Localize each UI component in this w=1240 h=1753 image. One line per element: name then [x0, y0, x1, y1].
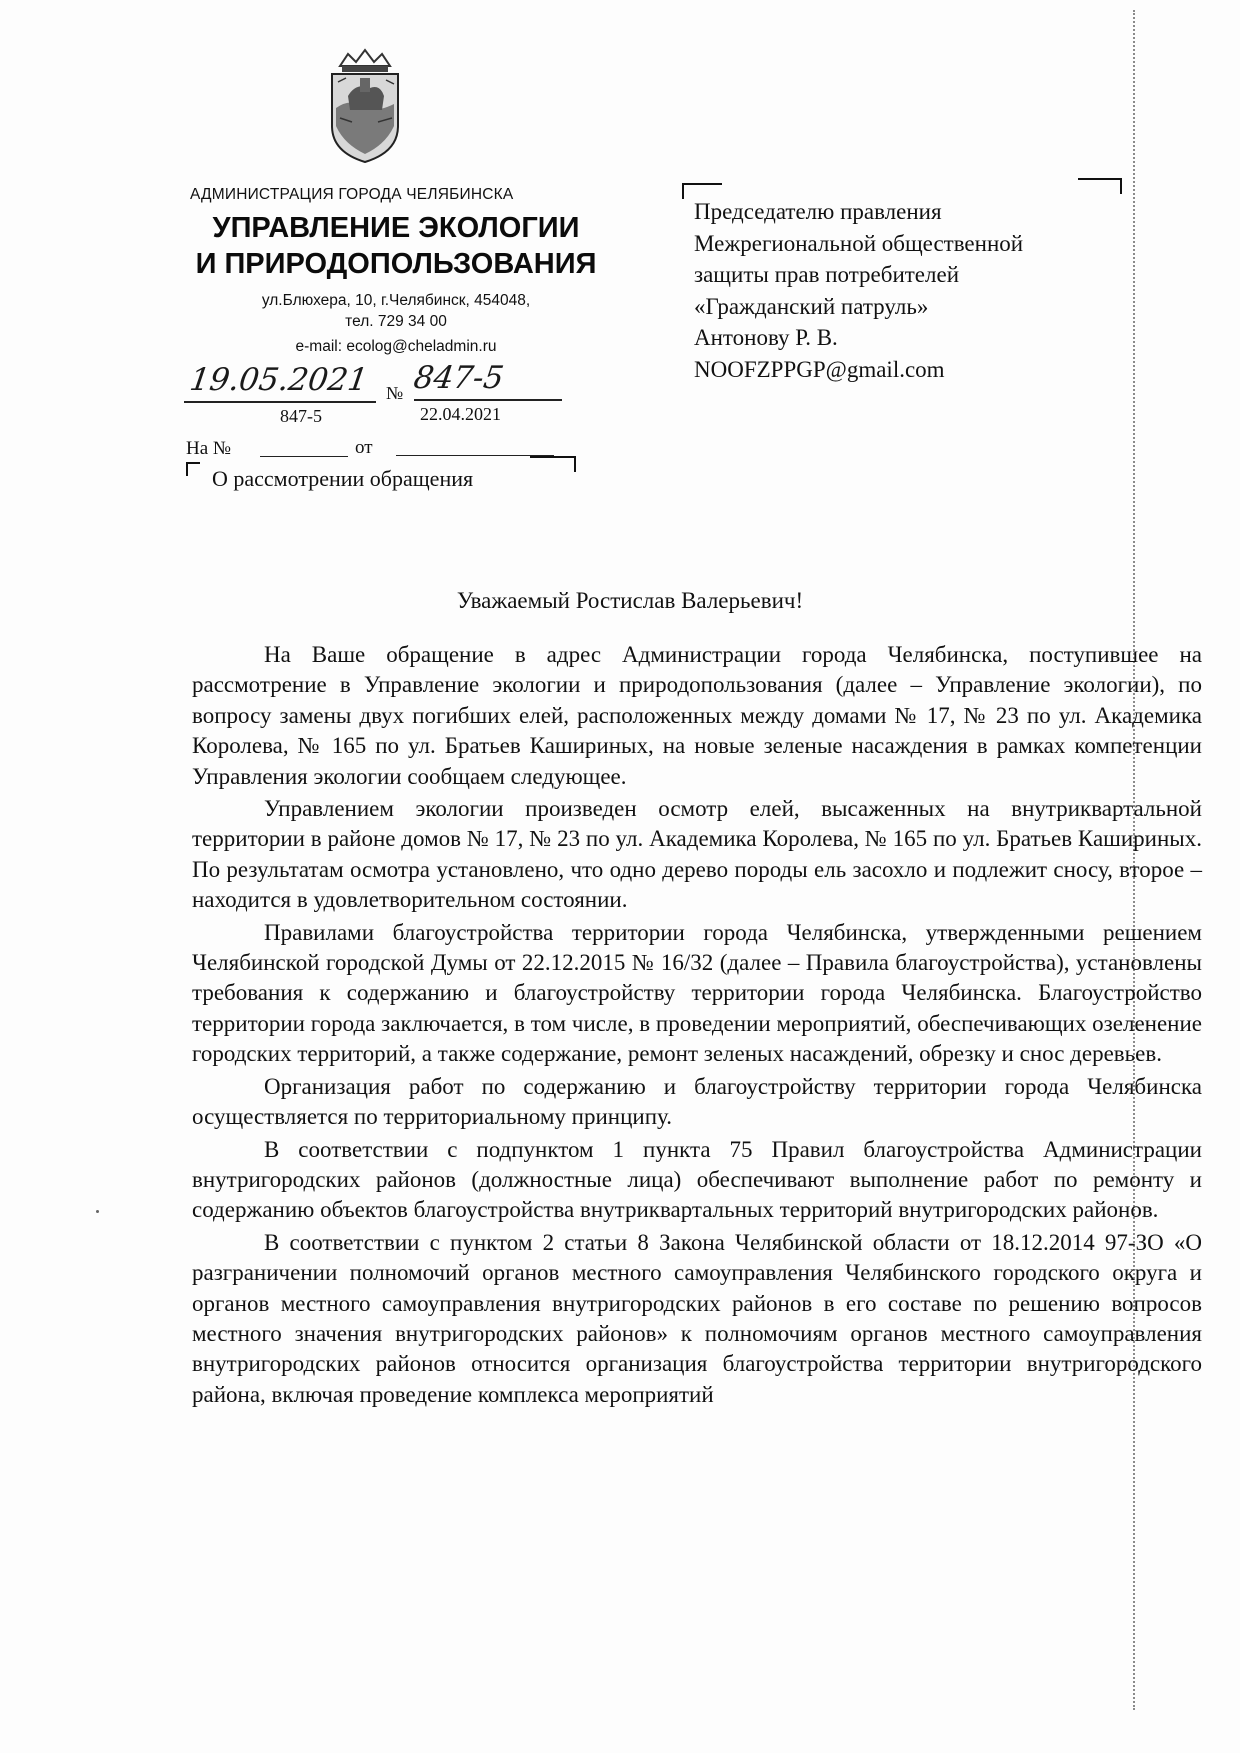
from-label: от [355, 437, 373, 458]
recipient-line: «Гражданский патруль» [694, 293, 929, 319]
salutation: Уважаемый Ростислав Валерьевич! [456, 588, 804, 613]
recipient-line: Межрегиональной общественной [694, 230, 1024, 256]
typed-date: 22.04.2021 [420, 404, 501, 424]
scan-speck [96, 1210, 99, 1213]
department-name [186, 210, 606, 282]
recipient-block [694, 196, 1114, 385]
date-underline [184, 401, 376, 403]
chelyabinsk-coat-of-arms-icon [326, 48, 404, 166]
department-email: e-mail: ecolog@cheladmin.ru [295, 338, 497, 355]
department-name-line-2: И ПРИРОДОПОЛЬЗОВАНИЯ [195, 248, 597, 280]
handwritten-date: 19.05.2021 [187, 362, 371, 398]
body-paragraph: В соответствии с пунктом 2 статьи 8 Закона Челябинской области от 18.12.2014 97-ЗО «О разграничении полномочий органов местного самоуправления Челябинского городского округа и органов местного самоуправления внутригородских районов в его составе по решению вопросов местного значения внутригородских районов» к полномочиям органов местного самоуправления внутригородских районов относится организация благоустройства территории внутригородского района, включая проведение комплекса мероприятий [192, 1229, 1202, 1407]
department-name-line-1: УПРАВЛЕНИЕ ЭКОЛОГИИ [212, 212, 580, 244]
administration-name: АДМИНИСТРАЦИЯ ГОРОДА ЧЕЛЯБИНСКА [190, 186, 514, 203]
body-paragraph: На Ваше обращение в адрес Администрации города Челябинска, поступившее на рассмотрение в Управление экологии и природопользования (далее – Управление экологии), по вопросу замены двух погибших елей, расположенных между домами № 17, № 23 по ул. Академика Королева, № 165 по ул. Братьев Кашириных, на новые зеленые насаждения в рамках компетенции Управления экологии сообщаем следующее. [192, 642, 1202, 789]
number-sign: № [386, 383, 404, 403]
letter-body [192, 640, 1202, 1412]
reply-to-number-line [260, 456, 348, 457]
recipient-line: защиты прав потребителей [694, 262, 960, 287]
letter-subject: О рассмотрении обращения [212, 466, 474, 491]
recipient-line: Антонову Р. В. [694, 325, 838, 350]
typed-number: 847-5 [280, 406, 322, 426]
address-line: ул.Блюхера, 10, г.Челябинск, 454048, [261, 292, 531, 309]
body-paragraph: Организация работ по содержанию и благоустройству территории города Челябинска осуществляется по территориальному принципу. [192, 1073, 1202, 1130]
body-paragraph: В соответствии с подпунктом 1 пункта 75 Правил благоустройства Администрации внутригородских районов (должностные лица) обеспечивают выполнение работ по ремонту и содержанию объектов благоустройства внутриквартальных территорий внутригородских районов. [192, 1136, 1202, 1223]
phone-line: тел. 729 34 00 [345, 313, 447, 330]
recipient-email: NOOFZPPGP@gmail.com [694, 356, 945, 382]
reply-to-label: На № [186, 438, 232, 459]
body-paragraph: Управлением экологии произведен осмотр елей, высаженных на внутриквартальной территории в районе домов № 17, № 23 по ул. Академика Королева, № 165 по ул. Братьев Кашириных. По результатам осмотра установлено, что одно дерево породы ель засохло и подлежит сносу, второе – находится в удовлетворительном состоянии. [192, 796, 1202, 913]
body-paragraph: Правилами благоустройства территории города Челябинска, утвержденными решением Челябинской городской Думы от 22.12.2015 № 16/32 (далее – Правила благоустройства), установлены требования к содержанию и благоустройству территории города Челябинска. Благоустройство территории города заключается, в том числе, в проведении мероприятий, обеспечивающих озеленение городских территорий, а также содержание, ремонт зеленых насаждений, обрезку и снос деревьев. [192, 919, 1202, 1067]
department-address [196, 290, 596, 332]
recipient-line: Председателю правления [694, 199, 942, 224]
number-underline [414, 399, 562, 401]
handwritten-number: 847-5 [411, 360, 506, 396]
